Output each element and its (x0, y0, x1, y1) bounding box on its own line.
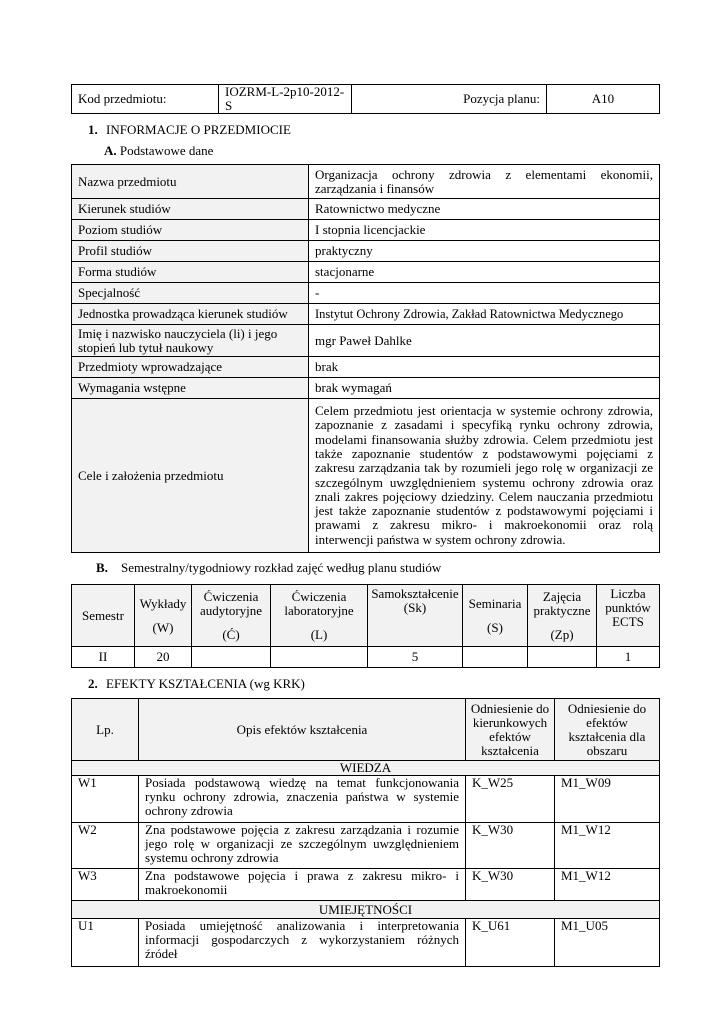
basic-label: Nazwa przedmiotu (72, 165, 309, 199)
basic-label: Profil studiów (72, 241, 309, 262)
effect-obsz: M1_U05 (555, 919, 660, 967)
cell-ects: 1 (597, 647, 660, 668)
col-obszar: Odniesienie do efektów kształcenia dla obszaru (555, 699, 660, 761)
basic-label: Przedmioty wprowadzające (72, 357, 309, 378)
section-2-number: 2. (88, 676, 98, 691)
effect-opis: Zna podstawowe pojęcia i prawa z zakresu mikro- i makroekonomii (139, 869, 466, 901)
section-1-title: INFORMACJE O PRZEDMIOCIE (106, 122, 291, 137)
col-seminaria-label: Seminaria (468, 595, 522, 611)
effect-opis: Zna podstawowe pojęcia z zakresu zarządzania i rozumie jego rolę w organizacji ze szczególnym uwzględnieniem systemu ochrony zdrowia (139, 823, 466, 869)
col-zajecia (528, 585, 597, 647)
section-a-letter: A. (104, 143, 117, 158)
basic-label: Jednostka prowadząca kierunek studiów (72, 304, 309, 325)
effect-obsz: M1_W09 (555, 776, 660, 823)
col-zajecia-abbr: (Zp) (550, 626, 574, 642)
cell-cwiczenia-aud (192, 647, 271, 668)
cell-cwiczenia-lab (271, 647, 368, 668)
code-label: Kod przedmiotu: (72, 85, 219, 114)
basic-value: Instytut Ochrony Zdrowia, Zakład Ratownictwa Medycznego (309, 304, 660, 325)
section-b-heading (96, 560, 441, 576)
basic-value: brak (309, 357, 660, 378)
schedule-table (71, 584, 660, 668)
col-cwiczenia-lab-abbr: (L) (310, 626, 328, 642)
col-kierunkowe: Odniesienie do kierunkowych efektów kształcenia (466, 699, 555, 761)
cell-seminaria (463, 647, 528, 668)
col-semestr: Semestr (72, 585, 135, 647)
basic-label: Forma studiów (72, 262, 309, 283)
section-1-heading (88, 122, 291, 138)
section-1-number: 1. (88, 122, 98, 137)
effect-obsz: M1_W12 (555, 869, 660, 901)
effect-opis: Posiada podstawową wiedzę na temat funkcjonowania rynku ochrony zdrowia, znaczenia państwa w systemie ochrony zdrowia (139, 776, 466, 823)
col-cwiczenia-aud-abbr: (Ć) (222, 626, 240, 642)
col-ects: Liczba punktów ECTS (597, 585, 660, 647)
col-seminaria (463, 585, 528, 647)
group-umiejetnosci: UMIEJĘTNOŚCI (72, 901, 660, 919)
col-cwiczenia-lab-label: Ćwiczenia laboratoryjne (284, 588, 354, 618)
group-wiedza: WIEDZA (72, 761, 660, 776)
basic-value: stacjonarne (309, 262, 660, 283)
effect-lp: W2 (72, 823, 139, 869)
basic-label: Wymagania wstępne (72, 378, 309, 399)
section-a-heading (104, 143, 213, 159)
basic-label: Specjalność (72, 283, 309, 304)
basic-value: mgr Paweł Dahlke (309, 325, 660, 357)
cell-samoksztalcenie: 5 (368, 647, 463, 668)
basic-value: I stopnia licencjackie (309, 220, 660, 241)
effect-lp: W1 (72, 776, 139, 823)
effect-lp: W3 (72, 869, 139, 901)
section-b-title: Semestralny/tygodniowy rozkład zajęć według planu studiów (121, 560, 442, 575)
effect-kier: K_W25 (466, 776, 555, 823)
basic-label: Imię i nazwisko nauczyciela (li) i jego stopień lub tytuł naukowy (72, 325, 309, 357)
basic-label: Cele i założenia przedmiotu (72, 399, 309, 553)
basic-value: Ratownictwo medyczne (309, 199, 660, 220)
col-opis: Opis efektów kształcenia (139, 699, 466, 761)
col-seminaria-abbr: (S) (487, 619, 503, 635)
col-samoksztalcenie: Samokształcenie (Sk) (368, 585, 463, 647)
plan-label: Pozycja planu: (352, 85, 547, 114)
col-cwiczenia-lab (271, 585, 368, 647)
cell-wyklady: 20 (135, 647, 192, 668)
effect-kier: K_W30 (466, 823, 555, 869)
effect-kier: K_U61 (466, 919, 555, 967)
basic-value: - (309, 283, 660, 304)
section-2-title: EFEKTY KSZTAŁCENIA (wg KRK) (106, 676, 305, 691)
plan-value: A10 (547, 85, 660, 114)
basic-label: Poziom studiów (72, 220, 309, 241)
effect-obsz: M1_W12 (555, 823, 660, 869)
effect-opis: Posiada umiejętność analizowania i interpretowania informacji gospodarczych z wykorzystaniem różnych źródeł (139, 919, 466, 967)
basic-value: praktyczny (309, 241, 660, 262)
basic-value: Celem przedmiotu jest orientacja w systemie ochrony zdrowia, zapoznanie z zasadami i specyfiką rynku ochrony zdrowia, modelami finansowania służby zdrowia. Celem przedmiotu jest także zapoznanie studentów z podstawowymi pojęciami z zakresu zarządzania tak by rozumieli jego rolę w organizacji ze szczególnym uwzględnieniem systemu ochrony zdrowia oraz znali zakres pojęciowy dziedziny. Celem nauczania przedmiotu jest także zapoznanie studentów z podstawowymi pojęciami i prawami z zakresu mikro- i makroekonomii oraz rolą interwencji państwa w system ochrony zdrowia. (309, 399, 660, 553)
basic-info-table (71, 164, 660, 553)
code-value: IOZRM-L-2p10-2012-S (219, 85, 352, 114)
col-cwiczenia-aud (192, 585, 271, 647)
col-zajecia-label: Zajęcia praktyczne (533, 588, 591, 618)
section-2-heading (88, 676, 305, 692)
section-a-title: Podstawowe dane (119, 143, 214, 158)
col-wyklady (135, 585, 192, 647)
basic-value: Organizacja ochrony zdrowia z elementami ekonomii, zarządzania i finansów (309, 165, 660, 199)
col-lp: Lp. (72, 699, 139, 761)
col-wyklady-label: Wykłady (139, 595, 187, 611)
section-b-letter: B. (96, 560, 108, 575)
effect-lp: U1 (72, 919, 139, 967)
col-cwiczenia-aud-label: Ćwiczenia audytoryjne (199, 588, 263, 618)
effect-kier: K_W30 (466, 869, 555, 901)
basic-value: brak wymagań (309, 378, 660, 399)
basic-label: Kierunek studiów (72, 199, 309, 220)
effects-table (71, 698, 660, 967)
header-table (71, 84, 660, 114)
cell-zajecia (528, 647, 597, 668)
col-wyklady-abbr: (W) (152, 619, 174, 635)
cell-semestr: II (72, 647, 135, 668)
